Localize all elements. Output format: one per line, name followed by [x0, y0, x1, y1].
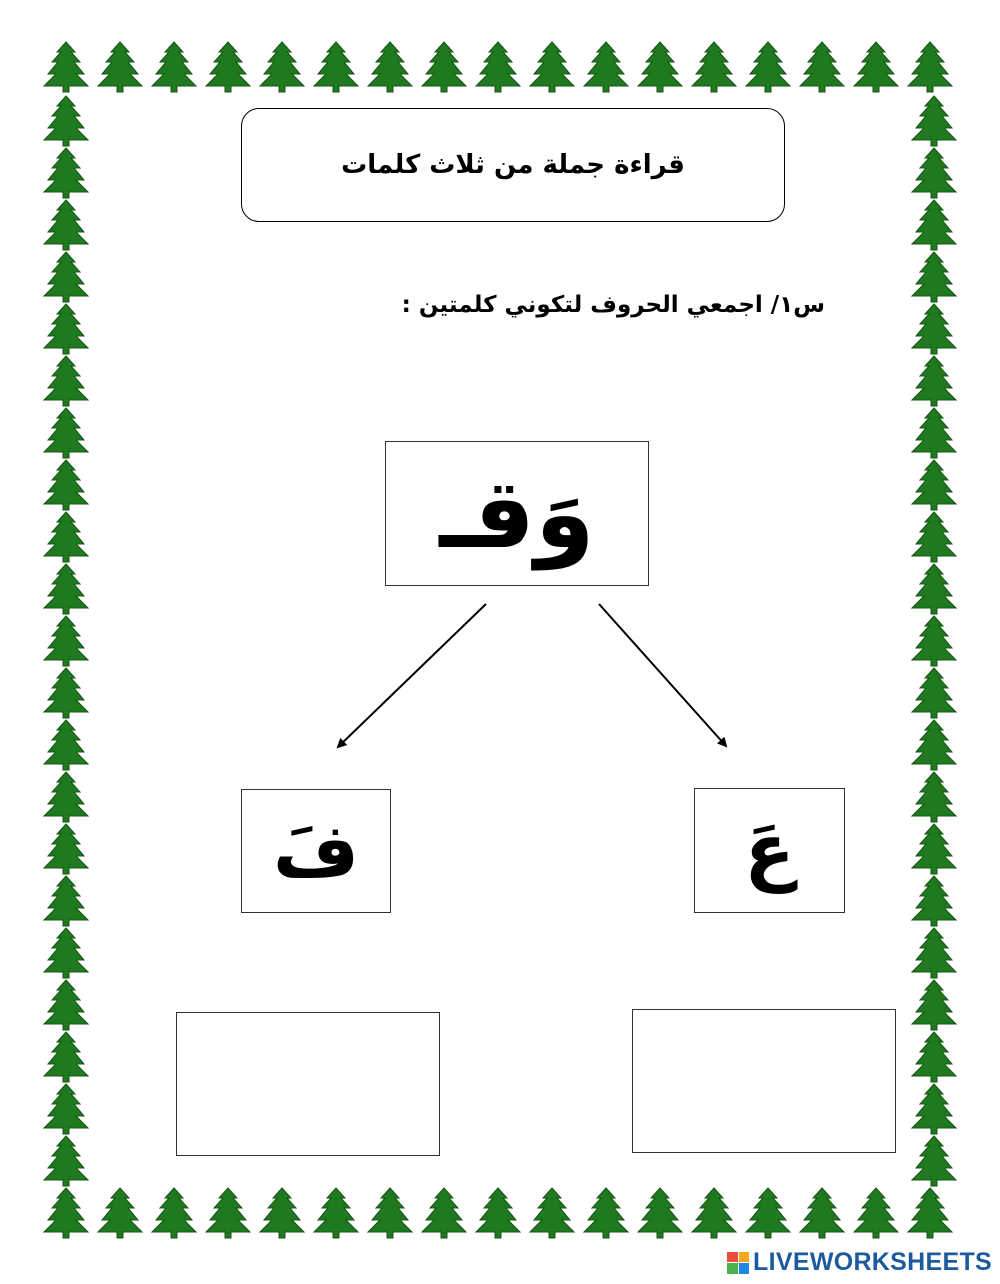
pine-tree-icon: [912, 1084, 956, 1134]
pine-tree-icon: [746, 42, 790, 92]
pine-tree-icon: [476, 42, 520, 92]
pine-tree-icon: [912, 304, 956, 354]
pine-tree-icon: [44, 928, 88, 978]
pine-tree-icon: [912, 824, 956, 874]
pine-tree-icon: [746, 1188, 790, 1238]
pine-tree-icon: [44, 148, 88, 198]
pine-tree-icon: [912, 772, 956, 822]
pine-tree-icon: [44, 720, 88, 770]
pine-tree-icon: [908, 1188, 952, 1238]
answer-box-right[interactable]: [632, 1009, 896, 1153]
pine-tree-icon: [206, 1188, 250, 1238]
pine-tree-icon: [638, 42, 682, 92]
pine-tree-icon: [584, 1188, 628, 1238]
pine-tree-icon: [912, 1136, 956, 1186]
worksheet-title: قراءة جملة من ثلاث كلمات: [341, 150, 685, 180]
word-card: [385, 441, 649, 586]
letter-left-text: فَ: [273, 808, 359, 894]
pine-tree-icon: [44, 408, 88, 458]
answer-box-left[interactable]: [176, 1012, 440, 1156]
pine-tree-icon: [314, 1188, 358, 1238]
pine-tree-icon: [152, 1188, 196, 1238]
liveworksheets-brand: [727, 1248, 992, 1277]
pine-tree-icon: [530, 42, 574, 92]
pine-tree-icon: [692, 1188, 736, 1238]
pine-tree-icon: [854, 1188, 898, 1238]
pine-tree-icon: [44, 96, 88, 146]
question-text: س١/ اجمعي الحروف لتكوني كلمتين :: [401, 292, 825, 318]
pine-tree-icon: [44, 616, 88, 666]
pine-tree-icon: [912, 928, 956, 978]
pine-tree-icon: [44, 252, 88, 302]
pine-tree-icon: [98, 42, 142, 92]
pine-tree-icon: [44, 356, 88, 406]
pine-tree-icon: [912, 1032, 956, 1082]
pine-tree-icon: [912, 408, 956, 458]
letter-right-text: عَ: [744, 807, 795, 894]
pine-tree-icon: [854, 42, 898, 92]
pine-tree-icon: [584, 42, 628, 92]
pine-tree-icon: [422, 1188, 466, 1238]
pine-tree-icon: [912, 252, 956, 302]
pine-tree-icon: [44, 876, 88, 926]
pine-tree-icon: [800, 1188, 844, 1238]
pine-tree-icon: [912, 512, 956, 562]
brand-text: LIVEWORKSHEETS: [753, 1248, 992, 1276]
pine-tree-icon: [912, 356, 956, 406]
pine-tree-icon: [638, 1188, 682, 1238]
pine-tree-icon: [44, 1084, 88, 1134]
pine-tree-icon: [912, 96, 956, 146]
pine-tree-icon: [912, 200, 956, 250]
pine-tree-icon: [800, 42, 844, 92]
pine-tree-icon: [260, 1188, 304, 1238]
pine-tree-icon: [44, 564, 88, 614]
pine-tree-icon: [44, 200, 88, 250]
pine-tree-icon: [912, 980, 956, 1030]
pine-tree-icon: [908, 42, 952, 92]
pine-tree-icon: [98, 1188, 142, 1238]
pine-tree-icon: [44, 1188, 88, 1238]
pine-tree-icon: [692, 42, 736, 92]
pine-tree-icon: [912, 564, 956, 614]
pine-tree-icon: [912, 720, 956, 770]
pine-tree-icon: [422, 42, 466, 92]
pine-tree-icon: [206, 42, 250, 92]
pine-tree-icon: [44, 980, 88, 1030]
pine-tree-icon: [44, 304, 88, 354]
pine-tree-icon: [912, 148, 956, 198]
pine-tree-icon: [368, 1188, 412, 1238]
pine-tree-icon: [44, 772, 88, 822]
pine-tree-icon: [44, 460, 88, 510]
pine-tree-icon: [44, 512, 88, 562]
pine-tree-icon: [44, 1136, 88, 1186]
pine-tree-icon: [44, 668, 88, 718]
pine-tree-icon: [912, 876, 956, 926]
pine-tree-icon: [44, 1032, 88, 1082]
pine-tree-icon: [368, 42, 412, 92]
pine-tree-icon: [44, 824, 88, 874]
pine-tree-icon: [912, 616, 956, 666]
liveworksheets-logo-icon: [727, 1252, 749, 1274]
pine-tree-icon: [152, 42, 196, 92]
pine-tree-icon: [476, 1188, 520, 1238]
pine-tree-icon: [44, 42, 88, 92]
letter-card-left: [241, 789, 391, 913]
letter-card-right: [694, 788, 845, 913]
worksheet-title-box: [241, 108, 785, 222]
pine-tree-icon: [314, 42, 358, 92]
pine-tree-icon: [530, 1188, 574, 1238]
word-text: وَقـ: [439, 457, 595, 570]
pine-tree-icon: [912, 460, 956, 510]
pine-tree-icon: [260, 42, 304, 92]
pine-tree-icon: [912, 668, 956, 718]
